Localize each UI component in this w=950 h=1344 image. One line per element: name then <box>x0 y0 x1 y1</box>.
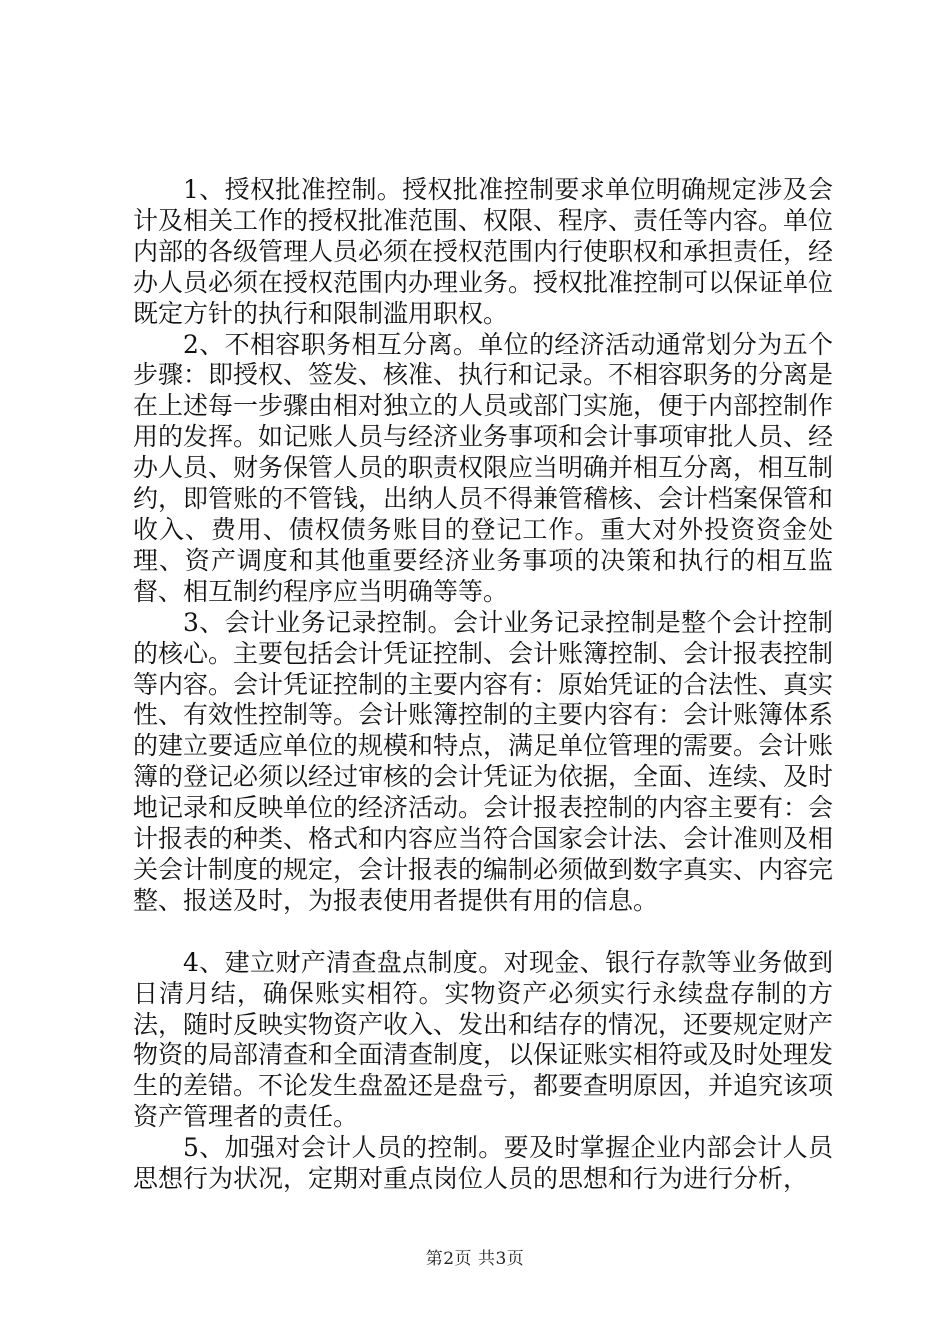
paragraph-inventory-system: 4、建立财产清查盘点制度。对现金、银行存款等业务做到日清月结，确保账实相符。实物资产必须实行永续盘存制的方法，随时反映实物资产收入、发出和结存的情况，还要规定财产物资的局部清查和全面清查制度，以保证账实相符或及时处理发生的差错。不论发生盘盈还是盘亏，都要查明原因，并追究该项资产管理者的责任。 <box>133 947 834 1132</box>
paragraph-authorization-control: 1、授权批准控制。授权批准控制要求单位明确规定涉及会计及相关工作的授权批准范围、权限、程序、责任等内容。单位内部的各级管理人员必须在授权范围内行使职权和承担责任，经办人员必须在授权范围内办理业务。授权批准控制可以保证单位既定方针的执行和限制滥用职权。 <box>133 175 834 328</box>
document-body <box>133 175 833 1195</box>
paragraph-duty-separation: 2、不相容职务相互分离。单位的经济活动通常划分为五个步骤：即授权、签发、核准、执行和记录。不相容职务的分离是在上述每一步骤由相对独立的人员或部门实施，便于内部控制作用的发挥。如记账人员与经济业务事项和会计事项审批人员、经办人员、财务保管人员的职责权限应当明确并相互分离，相互制约，即管账的不管钱，出纳人员不得兼管稽核、会计档案保管和收入、费用、债权债务账目的登记工作。重大对外投资资金处理、资产调度和其他重要经济业务事项的决策和执行的相互监督、相互制约程序应当明确等等。 <box>133 329 834 606</box>
paragraph-record-control: 3、会计业务记录控制。会计业务记录控制是整个会计控制的核心。主要包括会计凭证控制、会计账簿控制、会计报表控制等内容。会计凭证控制的主要内容有：原始凭证的合法性、真实性、有效性控制等。会计账簿控制的主要内容有：会计账簿体系的建立要适应单位的规模和特点，满足单位管理的需要。会计账簿的登记必须以经过审核的会计凭证为依据，全面、连续、及时地记录和反映单位的经济活动。会计报表控制的内容主要有：会计报表的种类、格式和内容应当符合国家会计法、会计准则及相关会计制度的规定，会计报表的编制必须做到数字真实、内容完整、报送及时，为报表使用者提供有用的信息。 <box>133 607 834 915</box>
paragraph-spacer <box>133 917 833 948</box>
page-number-footer: 第2页 共3页 <box>425 1249 525 1269</box>
paragraph-accountant-control: 5、加强对会计人员的控制。要及时掌握企业内部会计人员思想行为状况，定期对重点岗位人员的思想和行为进行分析， <box>133 1133 833 1194</box>
